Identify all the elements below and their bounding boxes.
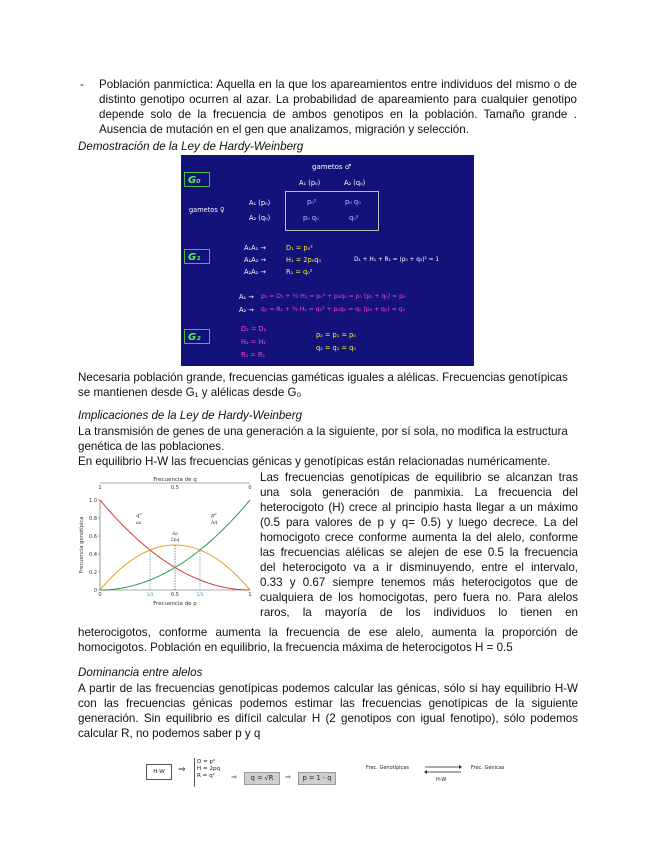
heading-dominancia: Dominancia entre alelos: [78, 666, 203, 679]
paragraph-line: heterocigotos, conforme aumenta la frecuencia de ese alelo, aumenta la proporción de: [78, 626, 578, 639]
bullet-line: Ausencia de mutación en el gen que analizamos, migración y selección.: [99, 123, 469, 136]
het2-annotation: 2pq: [170, 538, 180, 543]
paragraph-line: La transmisión de genes de una generación a la siguiente, por sí sola, no modifica la estructura: [78, 425, 568, 438]
paragraph-line: homocigotos. Población en equilibrio, la frecuencia máxima de heterocigotos H = 0.5: [78, 641, 513, 654]
a2-label: A₂ →: [239, 306, 254, 314]
cell-p0q0-b: p₀ q₀: [303, 214, 319, 222]
paragraph-necesaria: [78, 370, 578, 400]
implies-arrow: ⇒: [178, 765, 186, 775]
paragraph-line: con las frecuencias génicas podemos estimar las frecuencias genotípicas de la siguiente: [78, 697, 578, 710]
hardy-weinberg-chart: [78, 477, 253, 607]
paragraph-line: del heterocigoto va a ir disminuyendo, entre el intervalo,: [260, 561, 578, 574]
sum-equation: D₁ + H₁ + R₁ = (p₀ + q₀)² = 1: [354, 257, 440, 263]
implies-arrow-2: ⇒: [231, 773, 237, 781]
heading-demostracion: Demostración de la Ley de Hardy-Weinberg: [78, 140, 304, 153]
chart-ylabel: Frecuencia genotípica: [79, 516, 85, 574]
a2a2-label: A₂A₂ →: [244, 268, 266, 276]
generation-g1: G₁: [184, 249, 210, 264]
top-tick-label: 0.5: [171, 485, 179, 491]
bullet-line: Población panmíctica: Aquella en la que los apareamientos entre individuos del mismo o de: [99, 78, 577, 91]
two-thirds-mark: 2/3: [196, 592, 204, 597]
x-tick-label: 0: [98, 592, 102, 598]
q-equation-box: [244, 772, 280, 785]
y-tick-label: 0.6: [89, 533, 97, 540]
heading-implicaciones: Implicaciones de la Ley de Hardy-Weinberg: [78, 409, 303, 422]
paragraph-line: Necesaria población grande, frecuencias gaméticas iguales a alélicas. Frecuencias genotípicas: [78, 371, 568, 384]
r1-value: R₁ = q₀²: [286, 268, 313, 276]
cell-p0sq: p₀²: [307, 198, 317, 206]
paragraph-line: las frecuencias alélicas se alejen de ese 0.5 la frecuencia: [260, 546, 578, 559]
col-a2-header: A₂ (q₀): [344, 179, 366, 187]
paragraph-frecuencias-cont: [78, 625, 578, 655]
y-tick-label: 1.0: [89, 497, 97, 504]
paragraph-line: A partir de las frecuencias genotípicas podemos calcular las génicas, sólo si hay equilibrio H-W: [78, 682, 578, 695]
y-tick-label: 0.2: [89, 569, 97, 576]
chart-xlabel: Frecuencia de p: [153, 601, 197, 607]
freq-genicas-label: Frec. Génicas: [471, 765, 505, 771]
h2-value: H₂ = H₁: [241, 338, 266, 346]
generation-g2: G₂: [184, 329, 210, 344]
r2-value: R₂ = R₁: [241, 351, 266, 359]
paragraph-line: homocigoto crece conforme aumenta la del alelo, conforme: [260, 531, 578, 544]
row-a2-header: A₂ (q₀): [249, 214, 271, 222]
forward-arrowhead: [459, 765, 462, 769]
h1-value: H₁ = 2p₀q₀: [286, 256, 322, 264]
bullet-dash: -: [80, 78, 84, 91]
paragraph-line: (0.5 para valores de p y q= 0.5) y luego decrece. La del: [260, 516, 578, 529]
y-tick-label: 0.4: [89, 551, 97, 558]
x-tick-label: 0.5: [171, 592, 179, 598]
hw-under-arrows: H-W: [436, 777, 447, 783]
back-arrowhead: [424, 770, 427, 774]
paragraph-line: cualquiera de los homocigotas, pero fuera no. Para alelos: [260, 591, 578, 604]
paragraph-dominancia: [78, 681, 578, 741]
equilibrium-arrows: [423, 764, 463, 776]
paragraph-line: calcular R, no podemos saber p y q: [78, 727, 261, 740]
top-tick-label: 0: [248, 485, 252, 491]
bullet-paragraph: [99, 77, 577, 137]
paragraph-line: genética de las poblaciones.: [78, 440, 225, 453]
h-formula: H = 2pq: [197, 766, 221, 772]
cell-q0sq: q₀²: [349, 214, 359, 222]
a1a1-label: A₁A₁ →: [244, 244, 266, 252]
p2-annotation: p²: [211, 513, 217, 519]
q-equation: q = √R: [250, 774, 274, 782]
cell-p0q0-a: p₀ q₀: [345, 198, 361, 206]
top-tick-label: 1: [98, 485, 102, 491]
paragraph-line: generación. Sin equilibrio es difícil calcular H (2 genotipos con igual fenotipo), sólo podemos: [78, 712, 578, 725]
paragraph-frecuencias: [260, 470, 578, 620]
row-a1-header: A₁ (p₀): [249, 199, 271, 207]
paragraph-line: una sola generación de panmixia. La frecuencia del: [260, 486, 578, 499]
gametos-female-label: gametos ♀: [189, 206, 225, 214]
third-mark: 1/3: [146, 592, 154, 597]
punnett-box: [285, 191, 379, 231]
freq-genotipicas-label: Frec. Genotípicas: [366, 765, 409, 771]
x-tick-label: 1: [248, 592, 252, 598]
paragraph-line: heterocigoto (H) crece al principio hasta llegar a un máximo: [260, 501, 578, 514]
d1-value: D₁ = p₀²: [286, 244, 313, 252]
paragraph-transmision: [78, 424, 578, 469]
q2-value: q₂ = q₁ = q₀: [316, 344, 356, 352]
hardy-weinberg-slide: [181, 155, 474, 366]
p-equation: p = 1 - q: [302, 774, 332, 782]
paragraph-line: 0.33 y 0.67 siempre tenemos más heterocigotos que de: [260, 576, 578, 589]
y-tick-label: 0.8: [89, 515, 97, 522]
r-formula: R = q²: [197, 773, 215, 779]
bullet-line: depende solo de la frecuencia de ambos genotipos en la población. Tamaño grande .: [99, 108, 577, 121]
AA-annotation: AA: [211, 521, 218, 526]
d-formula: D = p²: [197, 759, 216, 765]
hw-label: H-W: [153, 769, 165, 775]
q1-equation: q₁ = R₁ + ½ H₁ = q₀² + p₀q₀ = q₀ (p₀ + q₀) = q₀: [261, 306, 406, 313]
paragraph-line: Las frecuencias genotípicas de equilibrio se alcanzan tras: [260, 471, 578, 484]
d2-value: D₂ = D₁: [241, 325, 267, 333]
p1-equation: p₁ = D₁ + ½ H₁ = p₀² + p₀q₀ = p₀ (p₀ + q₀) = p₀: [261, 293, 406, 300]
q2-annotation: q²: [136, 513, 142, 519]
generation-g0: G₀: [184, 172, 210, 187]
y-tick-label: 0: [93, 587, 97, 594]
a1-label: A₁ →: [239, 293, 254, 301]
p2-value: p₂ = p₁ = p₀: [316, 331, 356, 339]
aa-annotation: aa: [136, 521, 142, 526]
a1a2-label: A₁A₂ →: [244, 256, 266, 264]
paragraph-line: se mantienen desde G₁ y alélicas desde G₀: [78, 386, 302, 399]
paragraph-line: raros, la mayoría de los individuos lo tienen en: [260, 606, 578, 619]
chart-title: Frecuencia de q: [153, 477, 197, 483]
paragraph-line: En equilibrio H-W las frecuencias génicas y genotípicas están relacionadas numéricamente.: [78, 455, 551, 468]
hw-box: [146, 764, 172, 780]
col-a1-header: A₁ (p₀): [299, 179, 321, 187]
het-annotation: Aa: [172, 532, 178, 537]
implies-arrow-3: ⇒: [285, 773, 291, 781]
bullet-line: distinto genotipo ocurren al azar. La probabilidad de apareamiento para cualquier genotipo: [99, 93, 577, 106]
p-equation-box: [298, 772, 336, 785]
genotype-formula-box: [194, 758, 233, 787]
gametos-male-label: gametos ♂: [312, 163, 352, 171]
